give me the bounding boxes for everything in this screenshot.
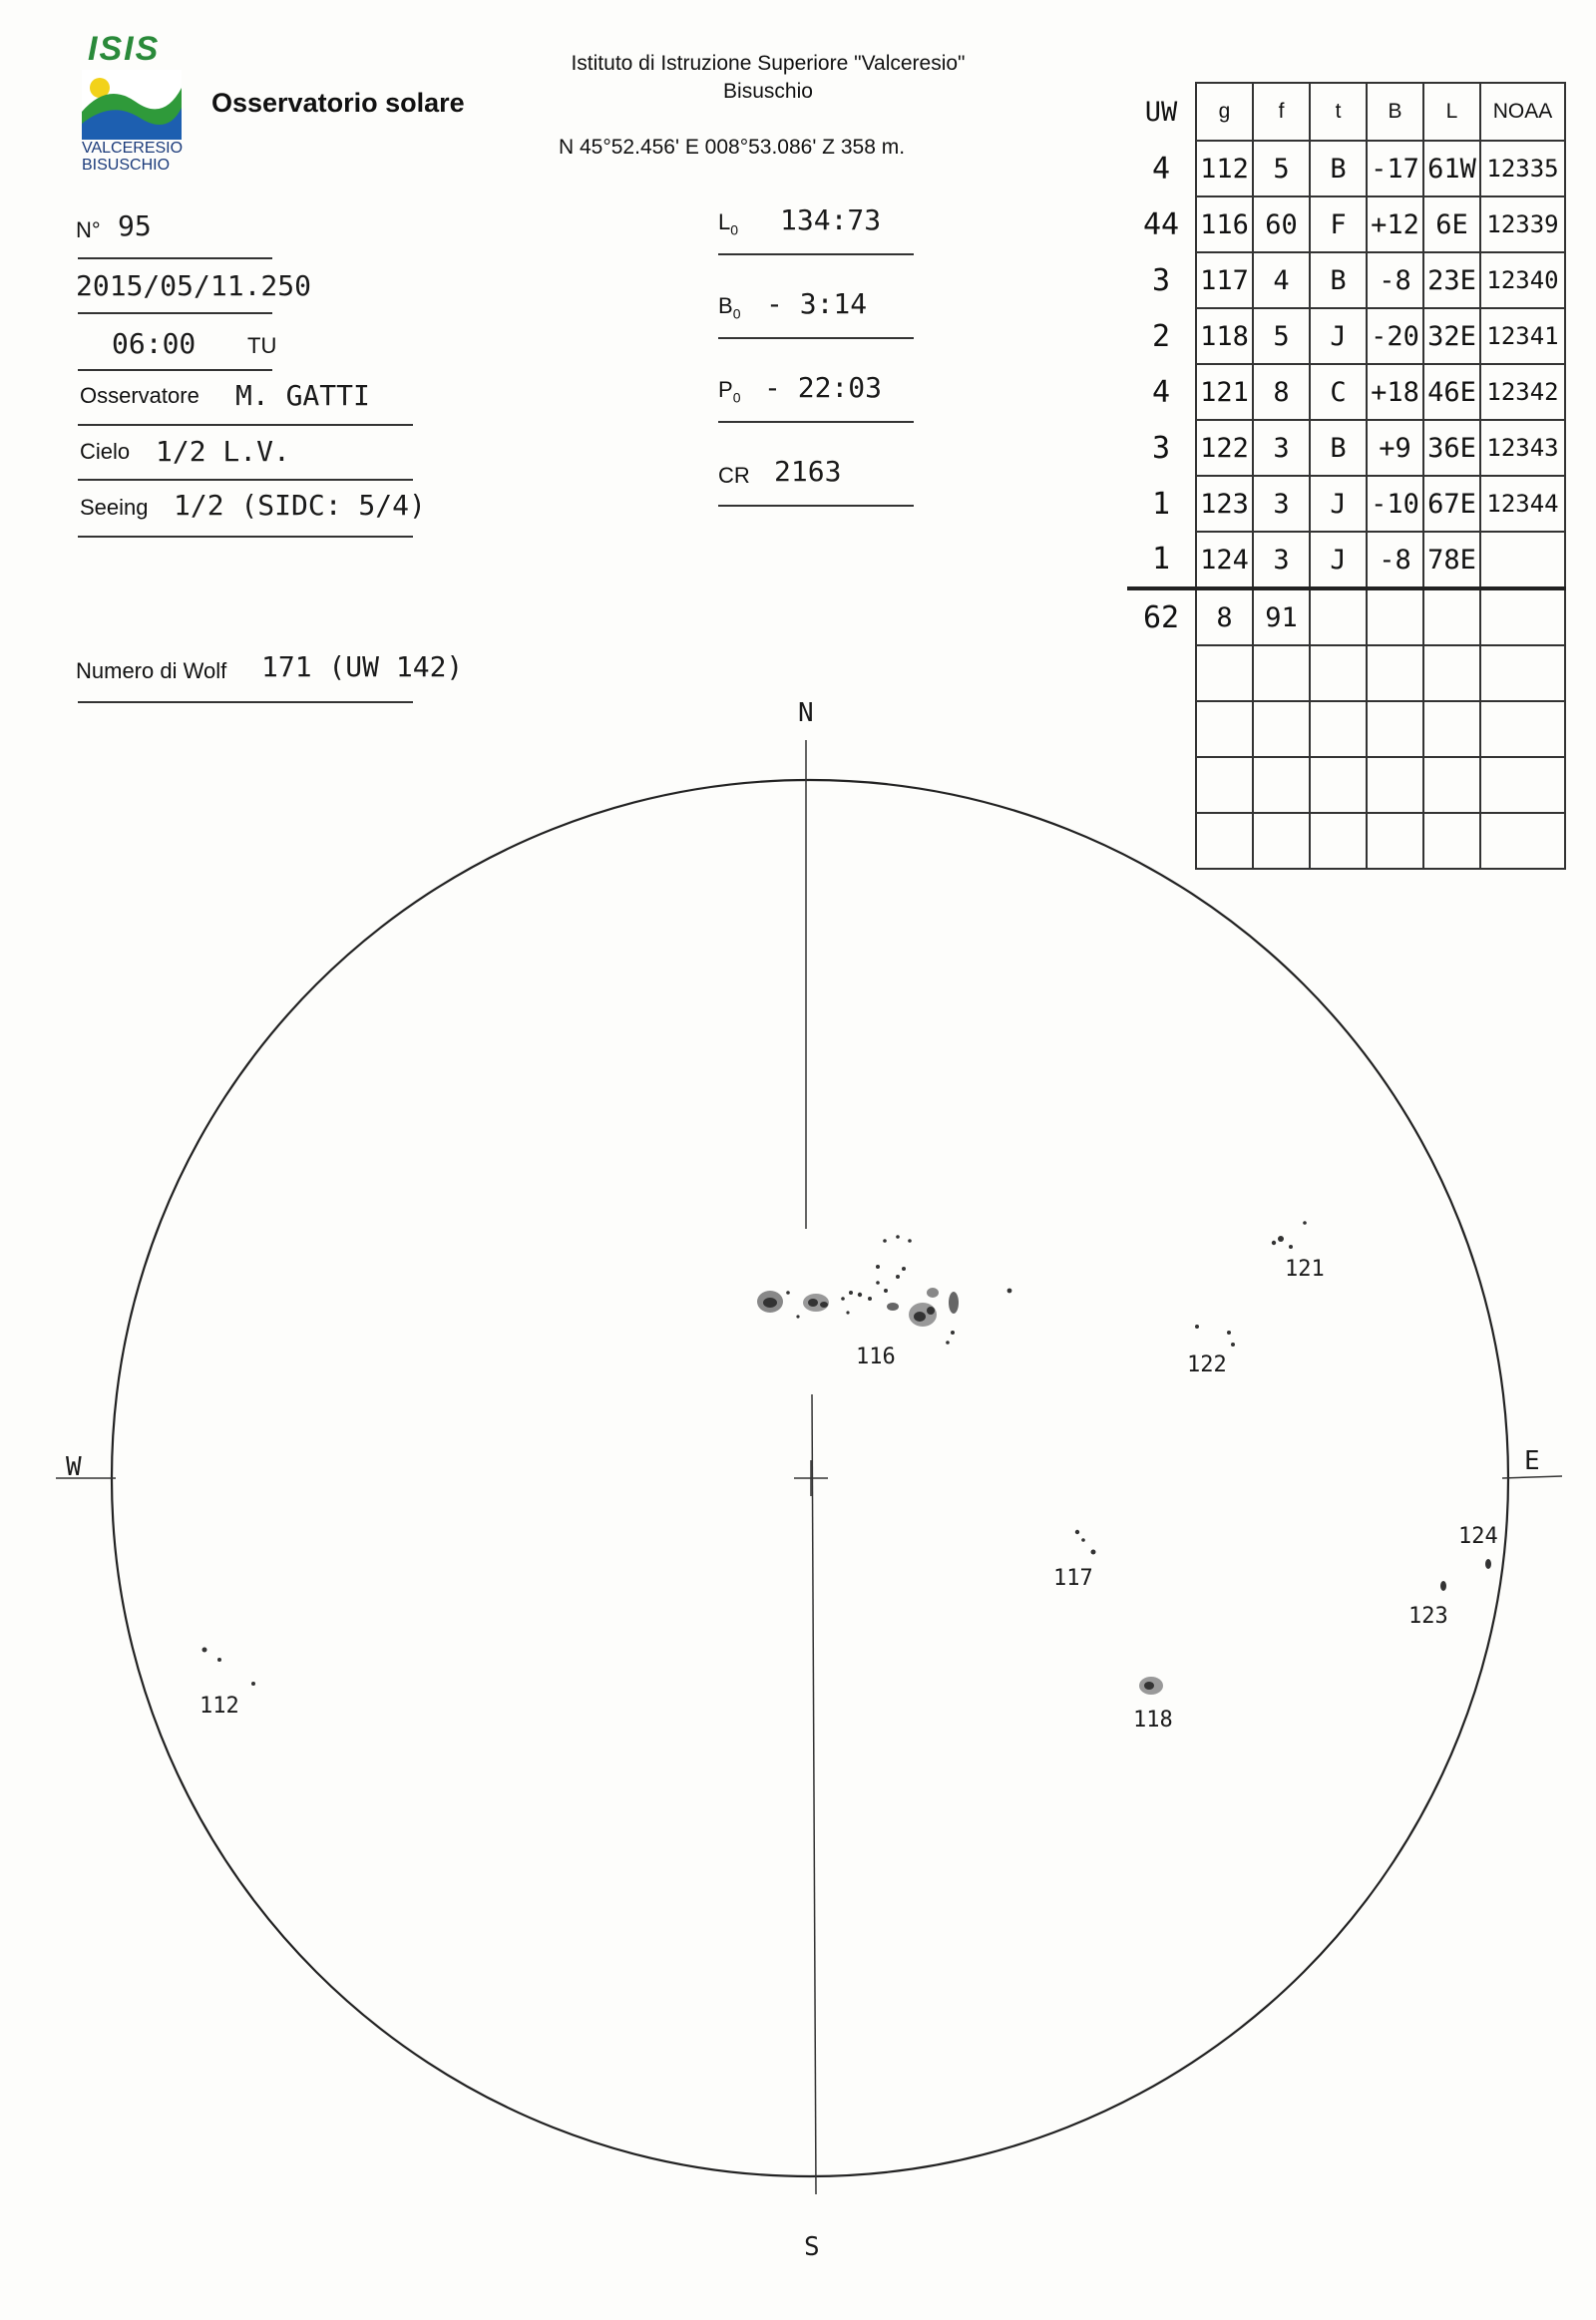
cell-g: 118: [1196, 308, 1253, 364]
l0-value: 134:73: [780, 203, 882, 236]
header-noaa: NOAA: [1480, 83, 1565, 141]
cell-l: 67E: [1423, 476, 1480, 532]
south-axis-line: [812, 1394, 816, 2194]
group-label-118: 118: [1133, 1708, 1173, 1733]
observer-value: M. GATTI: [235, 379, 370, 412]
cell-g: 117: [1196, 252, 1253, 308]
cell-f: 60: [1253, 196, 1310, 252]
cell-uw: 4: [1151, 374, 1171, 410]
cell-uw: 44: [1142, 206, 1180, 242]
site-coordinates: N 45°52.456' E 008°53.086' Z 358 m.: [559, 136, 906, 159]
observation-date: 2015/05/11.250: [76, 269, 312, 302]
institute-town: Bisuschio: [723, 80, 813, 103]
sunspot-group-123: [1440, 1581, 1446, 1591]
north-label: N: [798, 698, 814, 728]
logo-line-1: VALCERESIO: [82, 140, 184, 157]
total-uw: 62: [1142, 600, 1180, 635]
cell-g: 112: [1196, 141, 1253, 196]
cell-g: 123: [1196, 476, 1253, 532]
header-g: g: [1196, 83, 1253, 141]
sunspot-group-112: [202, 1648, 256, 1687]
cell-l: 46E: [1423, 364, 1480, 420]
cell-g: 122: [1196, 420, 1253, 476]
cell-g: 124: [1196, 532, 1253, 588]
group-label-116: 116: [856, 1345, 896, 1369]
cell-uw: 1: [1151, 486, 1171, 522]
cell-t: B: [1310, 420, 1367, 476]
cell-noaa: 12335: [1480, 141, 1565, 196]
wolf-number-value: 171 (UW 142): [261, 650, 464, 683]
observatory-title: Osservatorio solare: [211, 88, 465, 118]
cell-b: -8: [1367, 252, 1423, 308]
cell-l: 36E: [1423, 420, 1480, 476]
total-f: 91: [1253, 588, 1310, 645]
cell-b: +18: [1367, 364, 1423, 420]
observer-label: Osservatore: [80, 383, 200, 408]
cell-f: 5: [1253, 141, 1310, 196]
cell-t: C: [1310, 364, 1367, 420]
cell-noaa: 12344: [1480, 476, 1565, 532]
cell-noaa: 12339: [1480, 196, 1565, 252]
seeing-value: 1/2 (SIDC: 5/4): [174, 489, 426, 522]
sunspot-group-124: [1485, 1559, 1491, 1569]
header-b: B: [1367, 83, 1423, 141]
group-label-122: 122: [1187, 1353, 1227, 1377]
cell-f: 3: [1253, 476, 1310, 532]
wolf-number-label: Numero di Wolf: [76, 658, 227, 683]
cell-uw: 1: [1151, 542, 1171, 577]
cell-f: 4: [1253, 252, 1310, 308]
institute-name: Istituto di Istruzione Superiore "Valceresio": [571, 52, 966, 75]
sunspot-group-116: [757, 1235, 1011, 1345]
total-g: 8: [1196, 588, 1253, 645]
cr-label: CR: [718, 463, 750, 488]
group-label-123: 123: [1408, 1604, 1448, 1629]
cell-t: J: [1310, 308, 1367, 364]
cell-noaa: 12341: [1480, 308, 1565, 364]
sky-label: Cielo: [80, 439, 131, 464]
header-t: t: [1310, 83, 1367, 141]
cell-b: -17: [1367, 141, 1423, 196]
time-value: 06:00: [112, 327, 197, 360]
sunspot-group-122: [1195, 1325, 1235, 1347]
cell-uw: 4: [1151, 151, 1171, 187]
sunspot-group-118: [1139, 1677, 1163, 1695]
cell-t: J: [1310, 476, 1367, 532]
l0-label: $L_0$: [718, 209, 739, 238]
cell-b: -10: [1367, 476, 1423, 532]
group-label-117: 117: [1053, 1566, 1093, 1591]
group-label-112: 112: [200, 1694, 239, 1719]
group-label-121: 121: [1285, 1257, 1325, 1282]
cell-l: 6E: [1423, 196, 1480, 252]
logo-brand-text: ISIS: [88, 30, 161, 68]
sky-value: 1/2 L.V.: [156, 435, 290, 468]
cell-l: 32E: [1423, 308, 1480, 364]
sunspot-group-117: [1075, 1530, 1096, 1555]
cell-l: 61W: [1423, 141, 1480, 196]
p0-value: - 22:03: [764, 371, 883, 404]
logo-line-2: BISUSCHIO: [82, 157, 171, 174]
cell-uw: 3: [1151, 430, 1171, 466]
cell-g: 121: [1196, 364, 1253, 420]
time-unit: TU: [247, 333, 277, 358]
cell-t: F: [1310, 196, 1367, 252]
cell-f: 3: [1253, 532, 1310, 588]
cell-noaa: 12343: [1480, 420, 1565, 476]
cell-t: B: [1310, 252, 1367, 308]
cell-l: 23E: [1423, 252, 1480, 308]
cell-b: -8: [1367, 532, 1423, 588]
cell-f: 5: [1253, 308, 1310, 364]
cell-b: -20: [1367, 308, 1423, 364]
east-label: E: [1524, 1446, 1540, 1476]
cell-uw: 2: [1151, 318, 1171, 354]
cell-f: 8: [1253, 364, 1310, 420]
south-label: S: [804, 2232, 820, 2262]
west-label: W: [66, 1452, 82, 1482]
cell-t: B: [1310, 141, 1367, 196]
cell-uw: 3: [1151, 262, 1171, 298]
cr-value: 2163: [774, 455, 842, 488]
header-uw: UW: [1144, 96, 1178, 128]
seeing-label: Seeing: [80, 495, 149, 520]
b0-label: $B_0$: [718, 293, 741, 322]
p0-label: $P_0$: [718, 377, 741, 406]
east-axis-tick: [1502, 1476, 1562, 1478]
cell-b: +12: [1367, 196, 1423, 252]
cell-g: 116: [1196, 196, 1253, 252]
cell-noaa: 12342: [1480, 364, 1565, 420]
header-l: L: [1423, 83, 1480, 141]
b0-value: - 3:14: [766, 287, 868, 320]
header-f: f: [1253, 83, 1310, 141]
cell-b: +9: [1367, 420, 1423, 476]
cell-noaa: 12340: [1480, 252, 1565, 308]
number-value: 95: [118, 209, 152, 242]
number-label: N°: [76, 217, 101, 242]
cell-l: 78E: [1423, 532, 1480, 588]
group-label-124: 124: [1458, 1524, 1498, 1549]
cell-f: 3: [1253, 420, 1310, 476]
cell-t: J: [1310, 532, 1367, 588]
sunspot-group-121: [1272, 1221, 1307, 1249]
